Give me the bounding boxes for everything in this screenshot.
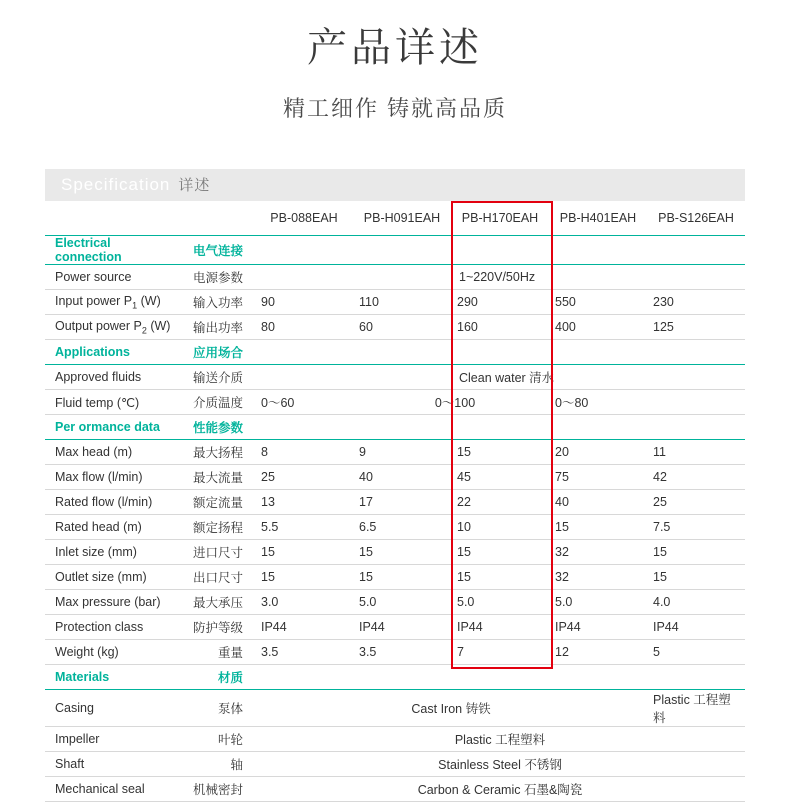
row-label-cn: 最大承压	[180, 590, 255, 615]
row-value: 5.0	[549, 590, 647, 615]
specification-header-en: Specification	[61, 175, 171, 194]
section-label-cn: 材质	[180, 665, 255, 690]
specification-header-cn: 详述	[178, 177, 211, 194]
row-value-blank	[353, 365, 451, 390]
row-label-en: Max pressure (bar)	[45, 590, 180, 615]
row-value: 80	[255, 315, 353, 340]
row-value-shaft: Stainless Steel 不锈钢	[255, 752, 745, 777]
section-filler	[255, 415, 745, 440]
section-filler	[255, 340, 745, 365]
page-subtitle: 精工细作 铸就高品质	[282, 96, 508, 121]
row-value: 45	[451, 465, 549, 490]
row-label-cn: 轴	[180, 752, 255, 777]
row-label-cn: 机械密封	[180, 777, 255, 802]
row-value: 15	[549, 515, 647, 540]
row-value: 5.0	[451, 590, 549, 615]
section-filler	[255, 665, 745, 690]
row-value: 290	[451, 290, 549, 315]
specification-header	[45, 169, 745, 201]
row-label-en: Shaft	[45, 752, 180, 777]
table-row	[45, 615, 745, 640]
row-value: 230	[647, 290, 745, 315]
row-label-en: Input power $P_1$ (W)	[45, 290, 180, 315]
row-value: 3.5	[255, 640, 353, 665]
row-label-cn: 输送介质	[180, 365, 255, 390]
row-value: 6.5	[353, 515, 451, 540]
section-performance-data	[45, 415, 745, 440]
model-1: PB-H091EAH	[353, 201, 451, 236]
section-label-en: Materials	[45, 665, 180, 690]
row-value: IP44	[647, 615, 745, 640]
row-label-en: Inlet size (mm)	[45, 540, 180, 565]
row-value: 400	[549, 315, 647, 340]
row-label-cn: 介质温度	[180, 390, 255, 415]
row-value-casing-left: Cast Iron 铸铁	[255, 690, 647, 727]
row-label-cn: 最大扬程	[180, 440, 255, 465]
row-label-en: Max head (m)	[45, 440, 180, 465]
row-value: 125	[647, 315, 745, 340]
row-label-en: Casing	[45, 690, 180, 727]
row-value-approved-fluids: Clean water 清水	[451, 365, 745, 390]
row-value-mechanical-seal: Carbon & Ceramic 石墨&陶瓷	[255, 777, 745, 802]
table-row	[45, 515, 745, 540]
row-value: IP44	[549, 615, 647, 640]
row-value-blank	[353, 265, 451, 290]
row-label-cn: 电源参数	[180, 265, 255, 290]
row-value: 22	[451, 490, 549, 515]
section-label-cn: 性能参数	[180, 415, 255, 440]
page-title: 产品详述	[307, 26, 483, 70]
table-row	[45, 390, 745, 415]
section-label-cn: 应用场合	[180, 340, 255, 365]
model-2: PB-H170EAH	[451, 201, 549, 236]
row-label-cn: 出口尺寸	[180, 565, 255, 590]
row-value: 110	[353, 290, 451, 315]
row-value: 550	[549, 290, 647, 315]
row-label-en: Mechanical seal	[45, 777, 180, 802]
row-label-cn: 进口尺寸	[180, 540, 255, 565]
row-value: 5	[647, 640, 745, 665]
table-row	[45, 590, 745, 615]
row-label-en: Output power $P_2$ (W)	[45, 315, 180, 340]
row-value-blank	[255, 265, 353, 290]
specification-table-wrap	[45, 169, 745, 802]
row-value: 25	[255, 465, 353, 490]
row-label-cn: 泵体	[180, 690, 255, 727]
row-label-en: Rated head (m)	[45, 515, 180, 540]
row-value-temp-mid: 0～100	[434, 396, 476, 410]
row-label-en: Impeller	[45, 727, 180, 752]
row-value: 17	[353, 490, 451, 515]
row-label-cn: 输入功率	[180, 290, 255, 315]
row-value: 25	[647, 490, 745, 515]
row-value: 7.5	[647, 515, 745, 540]
table-row	[45, 465, 745, 490]
table-row	[45, 777, 745, 802]
row-value: 5.0	[353, 590, 451, 615]
table-row	[45, 290, 745, 315]
row-value: 32	[549, 565, 647, 590]
row-value: 40	[549, 490, 647, 515]
row-value: IP44	[353, 615, 451, 640]
row-label-en: Outlet size (mm)	[45, 565, 180, 590]
row-value: 15	[255, 565, 353, 590]
model-row-blank-en	[45, 201, 180, 236]
row-label-en: Protection class	[45, 615, 180, 640]
table-row	[45, 752, 745, 777]
row-label-en: Approved fluids	[45, 365, 180, 390]
row-value-power-source: 1~220V/50Hz	[451, 265, 745, 290]
row-value: 15	[451, 440, 549, 465]
row-value: 9	[353, 440, 451, 465]
row-value: 20	[549, 440, 647, 465]
model-4: PB-S126EAH	[647, 201, 745, 236]
row-label-cn: 额定扬程	[180, 515, 255, 540]
row-value: IP44	[255, 615, 353, 640]
row-value: 10	[451, 515, 549, 540]
row-value: 32	[549, 540, 647, 565]
section-label-en: Per ormance data	[45, 415, 180, 440]
row-value-temp-right: 0～80	[549, 390, 745, 415]
row-label-cn: 重量	[180, 640, 255, 665]
row-value: IP44	[451, 615, 549, 640]
table-row	[45, 265, 745, 290]
table-row	[45, 565, 745, 590]
row-value: 13	[255, 490, 353, 515]
table-row	[45, 440, 745, 465]
table-row-models	[45, 201, 745, 236]
row-value-impeller: Plastic 工程塑料	[255, 727, 745, 752]
row-label-cn: 额定流量	[180, 490, 255, 515]
row-label-en: Power source	[45, 265, 180, 290]
section-materials	[45, 665, 745, 690]
row-label-cn: 输出功率	[180, 315, 255, 340]
row-label-en: Max flow (l/min)	[45, 465, 180, 490]
table-row	[45, 315, 745, 340]
row-value: 7	[451, 640, 549, 665]
specification-table	[45, 201, 745, 802]
row-value: 3.0	[255, 590, 353, 615]
row-label-en: Weight (kg)	[45, 640, 180, 665]
row-value: 15	[353, 540, 451, 565]
row-value: 60	[353, 315, 451, 340]
table-row	[45, 540, 745, 565]
section-label-en: Electrical connection	[45, 236, 180, 265]
row-value: 160	[451, 315, 549, 340]
section-label-cn: 电气连接	[180, 236, 255, 265]
model-0: PB-088EAH	[255, 201, 353, 236]
table-row	[45, 690, 745, 727]
table-row	[45, 365, 745, 390]
row-value: 11	[647, 440, 745, 465]
row-value-temp-mid-wrap	[353, 390, 549, 415]
section-applications	[45, 340, 745, 365]
row-label-cn: 防护等级	[180, 615, 255, 640]
row-value: 3.5	[353, 640, 451, 665]
row-value: 5.5	[255, 515, 353, 540]
model-row-blank-cn	[180, 201, 255, 236]
row-value: 15	[451, 565, 549, 590]
section-label-en: Applications	[45, 340, 180, 365]
row-value: 15	[353, 565, 451, 590]
table-row	[45, 727, 745, 752]
table-row	[45, 640, 745, 665]
row-value: 75	[549, 465, 647, 490]
row-value-temp-left: 0～60	[255, 390, 353, 415]
row-value: 12	[549, 640, 647, 665]
row-value: 15	[255, 540, 353, 565]
row-value: 4.0	[647, 590, 745, 615]
row-value: 90	[255, 290, 353, 315]
row-value: 15	[647, 565, 745, 590]
row-label-en: Fluid temp (℃)	[45, 390, 180, 415]
row-value-casing-right: Plastic 工程塑料	[647, 690, 745, 727]
row-value: 15	[647, 540, 745, 565]
model-3: PB-H401EAH	[549, 201, 647, 236]
row-value: 40	[353, 465, 451, 490]
row-label-cn: 叶轮	[180, 727, 255, 752]
row-label-cn: 最大流量	[180, 465, 255, 490]
row-value: 42	[647, 465, 745, 490]
row-value-blank	[255, 365, 353, 390]
row-value: 15	[451, 540, 549, 565]
row-label-en: Rated flow (l/min)	[45, 490, 180, 515]
row-value: 8	[255, 440, 353, 465]
section-filler	[255, 236, 745, 265]
table-row	[45, 490, 745, 515]
section-electrical-connection	[45, 236, 745, 265]
